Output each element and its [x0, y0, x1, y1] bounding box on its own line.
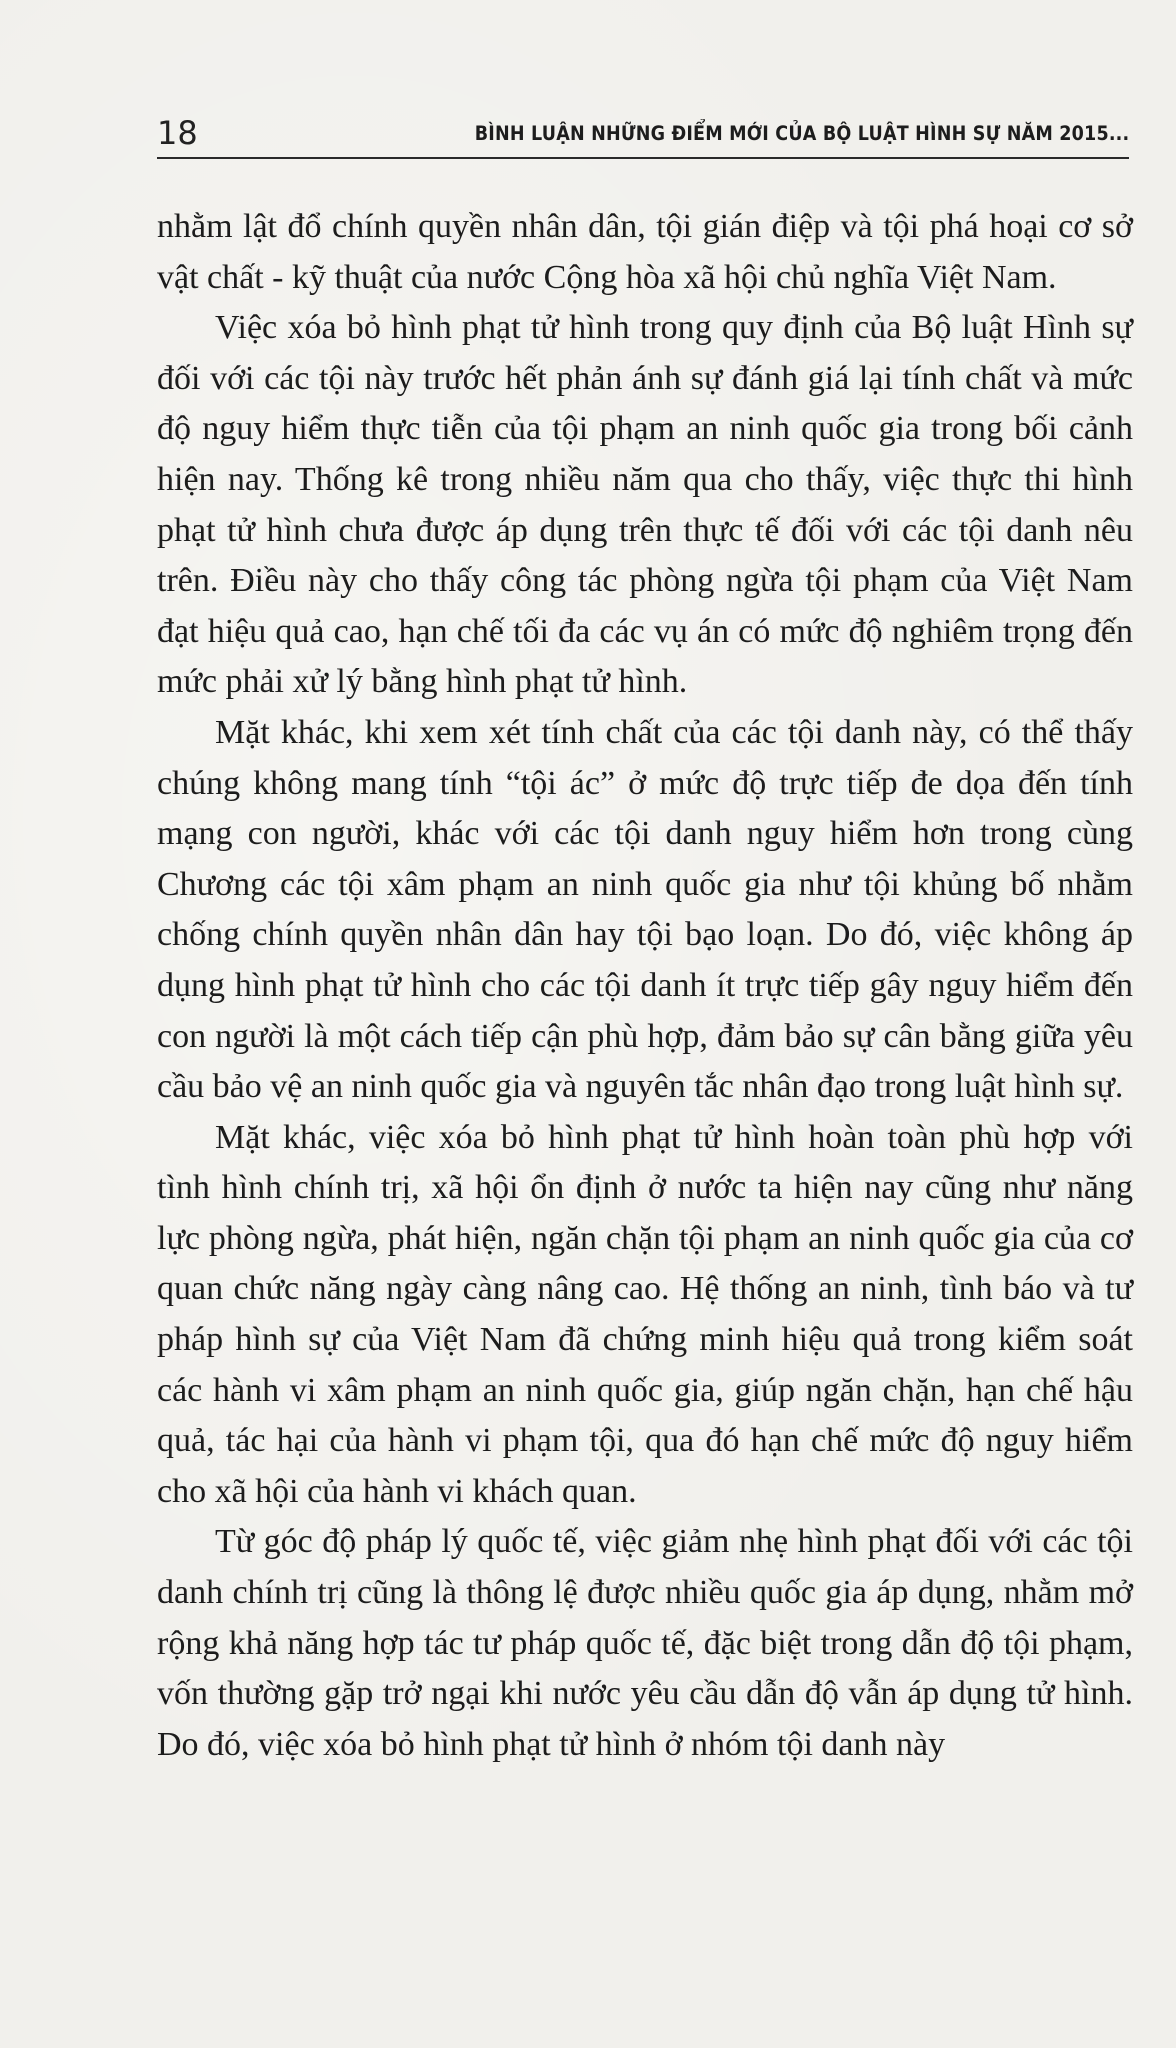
page-header	[157, 110, 1129, 162]
body-text	[157, 202, 1133, 1770]
paragraph-3: Mặt khác, khi xem xét tính chất của các tội danh này, có thể thấy chúng không mang tính “tội ác” ở mức độ trực tiếp đe dọa đến tính mạng con người, khác với các tội danh nguy hiểm hơn trong cùng Chương các tội xâm phạm an ninh quốc gia như tội khủng bố nhằm chống chính quyền nhân dân hay tội bạo loạn. Do đó, việc không áp dụng hình phạt tử hình cho các tội danh ít trực tiếp gây nguy hiểm đến con người là một cách tiếp cận phù hợp, đảm bảo sự cân bằng giữa yêu cầu bảo vệ an ninh quốc gia và nguyên tắc nhân đạo trong luật hình sự.	[157, 713, 1133, 1106]
paragraph-4: Mặt khác, việc xóa bỏ hình phạt tử hình hoàn toàn phù hợp với tình hình chính trị, xã hội ổn định ở nước ta hiện nay cũng như năng lực phòng ngừa, phát hiện, ngăn chặn tội phạm an ninh quốc gia của cơ quan chức năng ngày càng nâng cao. Hệ thống an ninh, tình báo và tư pháp hình sự của Việt Nam đã chứng minh hiệu quả trong kiểm soát các hành vi xâm phạm an ninh quốc gia, giúp ngăn chặn, hạn chế hậu quả, tác hại của hành vi phạm tội, qua đó hạn chế mức độ nguy hiểm cho xã hội của hành vi khách quan.	[157, 1118, 1133, 1510]
header-rule	[157, 157, 1129, 159]
running-title: BÌNH LUẬN NHỮNG ĐIỂM MỚI CỦA BỘ LUẬT HÌNH SỰ NĂM 2015...	[474, 122, 1129, 145]
page-number: 18	[157, 114, 198, 152]
paragraph-5: Từ góc độ pháp lý quốc tế, việc giảm nhẹ hình phạt đối với các tội danh chính trị cũng là thông lệ được nhiều quốc gia áp dụng, nhằm mở rộng khả năng hợp tác tư pháp quốc tế, đặc biệt trong dẫn độ tội phạm, vốn thường gặp trở ngại khi nước yêu cầu dẫn độ vẫn áp dụng tử hình. Do đó, việc xóa bỏ hình phạt tử hình ở nhóm tội danh này	[157, 1523, 1133, 1763]
paragraph-1: nhằm lật đổ chính quyền nhân dân, tội gián điệp và tội phá hoại cơ sở vật chất - kỹ thuật của nước Cộng hòa xã hội chủ nghĩa Việt Nam.	[157, 208, 1133, 296]
paragraph-2: Việc xóa bỏ hình phạt tử hình trong quy định của Bộ luật Hình sự đối với các tội này trước hết phản ánh sự đánh giá lại tính chất và mức độ nguy hiểm thực tiễn của tội phạm an ninh quốc gia trong bối cảnh hiện nay. Thống kê trong nhiều năm qua cho thấy, việc thực thi hình phạt tử hình chưa được áp dụng trên thực tế đối với các tội danh nêu trên. Điều này cho thấy công tác phòng ngừa tội phạm của Việt Nam đạt hiệu quả cao, hạn chế tối đa các vụ án có mức độ nghiêm trọng đến mức phải xử lý bằng hình phạt tử hình.	[157, 309, 1133, 701]
